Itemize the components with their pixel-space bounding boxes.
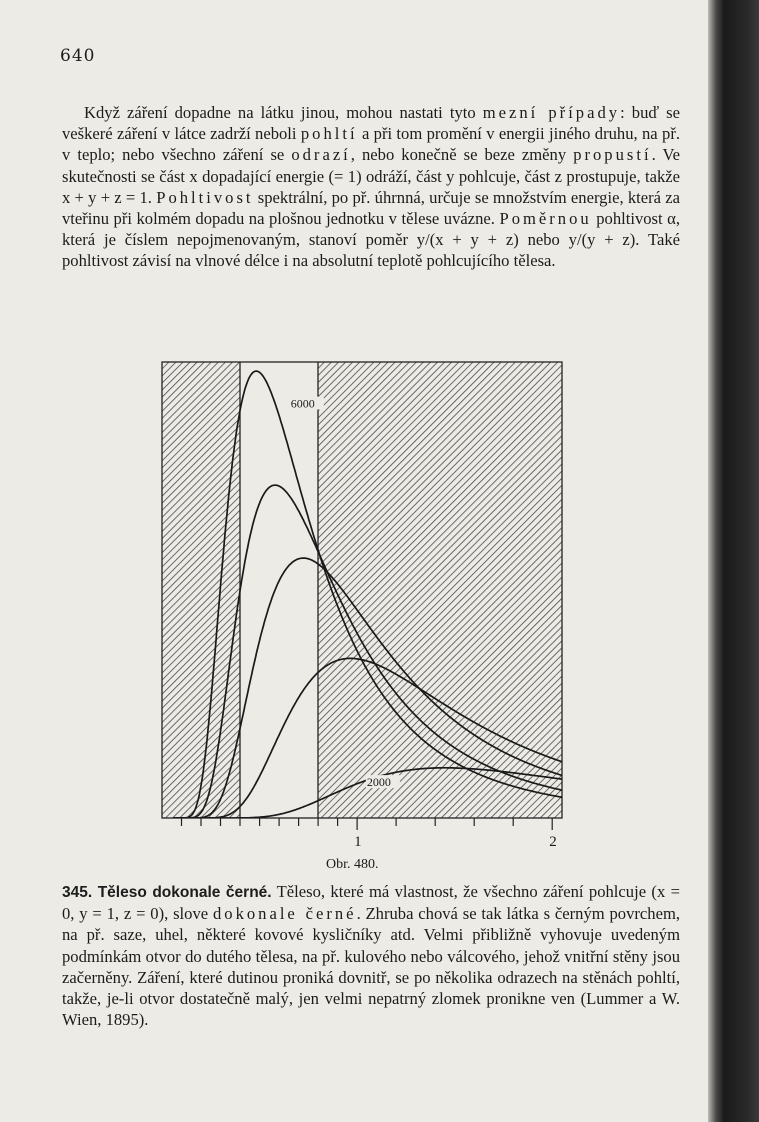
spaced-emphasis: propustí [573, 145, 652, 165]
text-run: Když záření dopadne na látku jinou, mohou nastati tyto [84, 103, 483, 122]
figure-caption: Obr. 480. [326, 857, 379, 872]
text-run: a při tom promění v energii jiného druhu, na př. v teplo; nebo všechno záření se [62, 124, 680, 165]
section-heading: 345. Těleso dokonale černé. [62, 884, 272, 901]
visible-band [240, 362, 318, 818]
curve-label-2000: 2000 [366, 775, 391, 790]
page-number: 640 [60, 46, 96, 66]
x-tick-label: 1 [354, 834, 362, 850]
text-run: . Ve skutečnosti se část x dopadající energie (= 1) odráží, část y pohlcuje, část z prostupuje, takže x + y + z = 1. [62, 145, 680, 207]
text-run: Těleso, které má vlastnost, že všechno záření pohlcuje (x = 0, y = 1, z = 0), slove [62, 882, 680, 924]
spaced-emphasis: Pohltivost [156, 187, 254, 207]
text-run: , nebo konečně se beze změny [350, 145, 574, 165]
spaced-emphasis: odrazí [291, 145, 351, 165]
spaced-emphasis: dokonale černé [212, 904, 357, 924]
spaced-emphasis: Poměrnou [499, 209, 592, 229]
text-run: spektrální, po př. úhrnná, určuje se množstvím energie, která za vteřinu při kolmém dopadu na plošnou jednotku v tělese uvázne. [62, 187, 680, 229]
x-tick-label: 2 [549, 834, 557, 850]
spaced-emphasis: mezní případy [482, 103, 621, 122]
paragraph-blackbody [62, 881, 680, 1030]
text-run: pohltivost α, která je číslem nepojmenovaným, stanoví poměr y/(x + y + z) nebo y/(y + z). Také pohltivost závisí na vlnové délce i na absolutní teplotě pohlcujícího tělesa. [62, 209, 680, 271]
hatched-region-ultraviolet [162, 362, 240, 818]
spaced-emphasis: pohltí [300, 124, 358, 144]
hatched-region-infrared [318, 362, 562, 818]
text-run: . Zhruba chová se tak látka s černým povrchem, na př. saze, uhel, některé kovové kysličníky atd. Velmi přibližně vyhovuje uvedeným podmínkám otvor do dutého tělesa, na př. kulového nebo válcového, jehož vnitřní stěny jsou začerněny. Záření, které dutinou proniká dovnitř, se po několika odrazech na stěnách pohltí, takže, je-li otvor dostatečně malý, jen velmi nepatrný zlomek pronikne ven (Lummer a W. Wien, 1895). [62, 904, 680, 1030]
curve-label-6000: 6000 [290, 396, 315, 411]
text-run: : buď se veškeré záření v látce zadrží neboli [62, 103, 680, 144]
